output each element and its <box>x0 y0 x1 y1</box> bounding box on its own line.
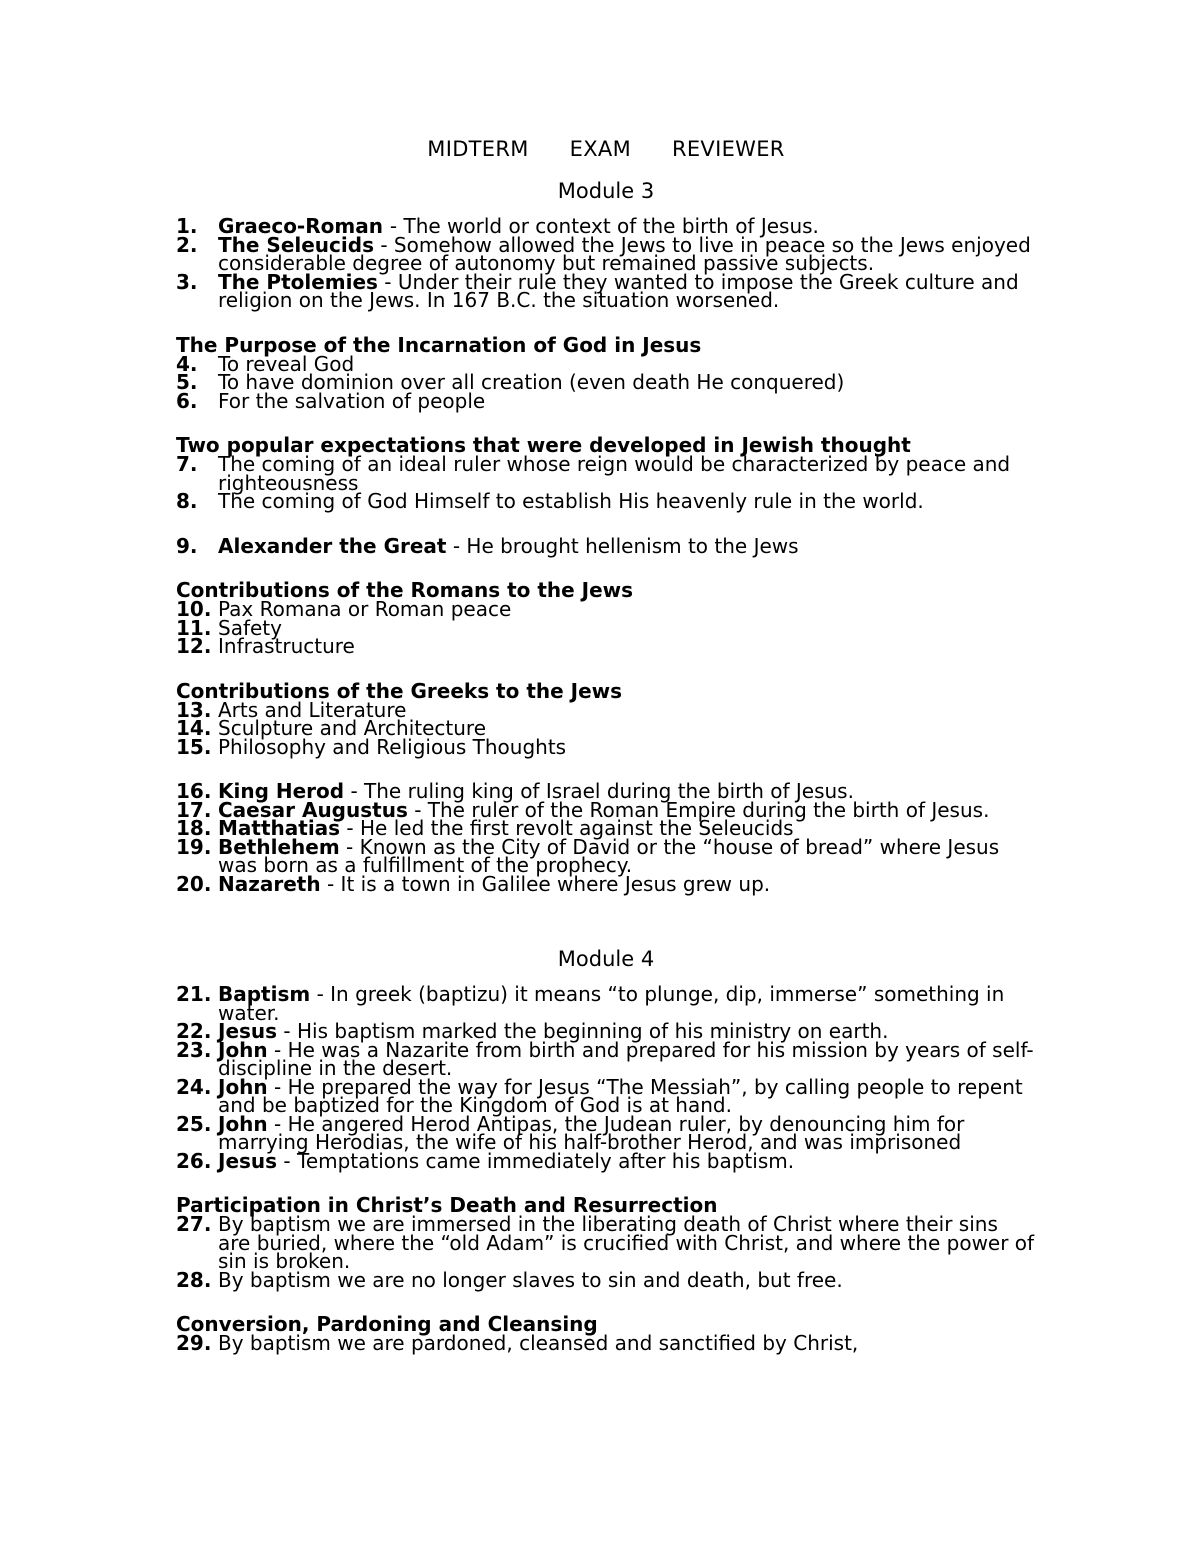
item-number: 8. <box>176 489 198 513</box>
item-text: To have dominion over all creation (even death He conquered) <box>218 370 845 394</box>
module-title: Module 4 <box>557 947 655 971</box>
list-item <box>176 232 1036 275</box>
item-term: The Seleucids <box>218 232 374 257</box>
item-number: 20. <box>176 871 212 896</box>
item-number: 9. <box>176 533 198 558</box>
document-title: MIDTERM EXAM REVIEWER <box>427 137 785 161</box>
item-number: 18. <box>176 816 212 840</box>
list-item <box>176 734 1036 759</box>
section-spacer <box>176 893 1036 945</box>
section-heading: Contributions of the Romans to the Jews <box>176 578 634 602</box>
item-number: 5. <box>176 370 198 394</box>
item-text: - He led the first revolt against the Seleucids <box>340 816 794 840</box>
list-item <box>176 597 1036 621</box>
item-text: Sculpture and Architecture <box>218 716 487 740</box>
item-term: John <box>218 1111 268 1136</box>
item-text: The coming of God Himself to establish His heavenly rule in the world. <box>218 489 924 513</box>
item-text: - It is a town in Galilee where Jesus grew up. <box>320 871 771 896</box>
item-number: 22. <box>176 1019 212 1043</box>
section-heading: Participation in Christ’s Death and Resurrection <box>176 1193 718 1217</box>
item-number: 29. <box>176 1331 212 1355</box>
item-number: 14. <box>176 716 212 740</box>
list-item <box>176 388 1036 413</box>
section-heading: Two popular expectations that were developed in Jewish thought <box>176 433 911 457</box>
numbered-list <box>176 779 1036 896</box>
item-term: Nazareth <box>218 871 321 896</box>
numbered-list <box>176 533 1036 558</box>
item-number: 3. <box>176 269 198 294</box>
section-heading: Conversion, Pardoning and Cleansing <box>176 1312 598 1336</box>
list-item <box>176 1331 1036 1355</box>
item-number: 10. <box>176 597 212 621</box>
item-text: Safety <box>218 615 282 640</box>
item-number: 21. <box>176 982 212 1006</box>
section-heading: Contributions of the Greeks to the Jews <box>176 678 623 703</box>
item-text: - Known as the City of David or the “house of bread” where Jesus was born as a fulfillment of the prophecy. <box>218 834 1000 877</box>
list-item <box>176 1111 1036 1154</box>
item-text: - Temptations came immediately after his baptism. <box>277 1148 795 1173</box>
item-text: To reveal God <box>218 351 355 376</box>
numbered-list <box>176 1331 1036 1355</box>
item-number: 26. <box>176 1148 212 1173</box>
item-number: 2. <box>176 232 198 257</box>
item-text: Infrastructure <box>218 634 355 658</box>
list-item <box>176 982 1036 1025</box>
item-text: By baptism we are immersed in the liberating death of Christ where their sins are buried, where the “old Adam” is crucified with Christ, and where the power of sin is broken. <box>218 1212 1035 1273</box>
list-item <box>176 1074 1036 1117</box>
item-text: - The ruling king of Israel during the birth of Jesus. <box>344 779 854 803</box>
item-term: Baptism <box>218 982 311 1006</box>
item-text: - His baptism marked the beginning of his ministry on earth. <box>277 1019 889 1043</box>
item-number: 6. <box>176 388 198 413</box>
section-heading: The Purpose of the Incarnation of God in Jesus <box>176 332 702 357</box>
block-spacer <box>176 656 1036 682</box>
numbered-list <box>176 214 1036 312</box>
list-item <box>176 533 1036 558</box>
item-term: The Ptolemies <box>218 269 378 294</box>
item-text: - In greek (baptizu) it means “to plunge, dip, immerse” something in water. <box>218 982 1005 1025</box>
item-term: Caesar Augustus <box>218 797 408 822</box>
list-item <box>176 871 1036 896</box>
item-term: Graeco-Roman <box>218 214 390 238</box>
item-text: By baptism we are pardoned, cleansed and sanctified by Christ, <box>218 1331 859 1355</box>
item-text: Philosophy and Religious Thoughts <box>218 734 567 759</box>
item-text: - The world or context of the birth of Jesus. <box>389 214 819 238</box>
item-term: Jesus <box>218 1148 278 1173</box>
item-text: - He angered Herod Antipas, the Judean ruler, by denouncing him for marrying Herodias, the wife of his half-brother Herod, and was imprisoned <box>218 1111 965 1154</box>
item-text: For the salvation of people <box>218 388 486 413</box>
block-spacer <box>176 310 1036 336</box>
item-text: - He was a Nazarite from birth and prepared for his mission by years of self-discipline in the desert. <box>218 1037 1034 1080</box>
item-text: Arts and Literature <box>218 697 407 722</box>
item-number: 24. <box>176 1074 212 1099</box>
item-number: 12. <box>176 634 212 658</box>
item-text: - The ruler of the Roman Empire during the birth of Jesus. <box>407 797 990 822</box>
item-text: - He prepared the way for Jesus “The Messiah”, by calling people to repent and be baptized for the Kingdom of God is at hand. <box>218 1074 1023 1117</box>
list-item <box>176 1148 1036 1173</box>
item-term: Matthatias <box>218 816 341 840</box>
numbered-list <box>176 1212 1036 1292</box>
item-number: 4. <box>176 351 198 376</box>
numbered-list <box>176 982 1036 1173</box>
item-text: By baptism we are no longer slaves to sin and death, but free. <box>218 1267 843 1292</box>
item-number: 1. <box>176 214 198 238</box>
module-section <box>176 177 1036 896</box>
item-number: 25. <box>176 1111 212 1136</box>
numbered-list <box>176 351 1036 413</box>
item-number: 17. <box>176 797 212 822</box>
item-number: 28. <box>176 1267 212 1292</box>
list-item <box>176 1037 1036 1080</box>
list-item <box>176 452 1036 495</box>
item-text: - Under their rule they wanted to impose the Greek culture and religion on the Jews. In 167 B.C. the situation worsened. <box>218 269 1019 312</box>
item-number: 11. <box>176 615 212 640</box>
list-item <box>176 269 1036 312</box>
item-number: 19. <box>176 834 212 859</box>
item-term: Bethlehem <box>218 834 340 859</box>
item-term: King Herod <box>218 779 345 803</box>
numbered-list <box>176 697 1036 759</box>
numbered-list <box>176 452 1036 513</box>
document-content <box>176 177 1036 1353</box>
item-number: 7. <box>176 452 198 476</box>
list-item <box>176 1212 1036 1273</box>
item-term: John <box>218 1037 268 1062</box>
item-number: 13. <box>176 697 212 722</box>
item-text: - Somehow allowed the Jews to live in peace so the Jews enjoyed considerable degree of autonomy but remained passive subjects. <box>218 232 1031 275</box>
item-number: 23. <box>176 1037 212 1062</box>
list-item <box>176 834 1036 877</box>
item-term: John <box>218 1074 268 1099</box>
item-text: The coming of an ideal ruler whose reign would be characterized by peace and righteousness <box>218 452 1011 495</box>
item-term: Jesus <box>218 1019 278 1043</box>
item-number: 15. <box>176 734 212 759</box>
item-term: Alexander the Great <box>218 533 447 558</box>
list-item <box>176 634 1036 658</box>
item-number: 16. <box>176 779 212 803</box>
document-page <box>176 135 1036 1353</box>
item-number: 27. <box>176 1212 212 1236</box>
item-text: Pax Romana or Roman peace <box>218 597 512 621</box>
list-item <box>176 489 1036 513</box>
list-item <box>176 1267 1036 1292</box>
module-section <box>176 945 1036 1353</box>
module-title: Module 3 <box>557 179 655 203</box>
numbered-list <box>176 597 1036 658</box>
item-text: - He brought hellenism to the Jews <box>446 533 799 558</box>
